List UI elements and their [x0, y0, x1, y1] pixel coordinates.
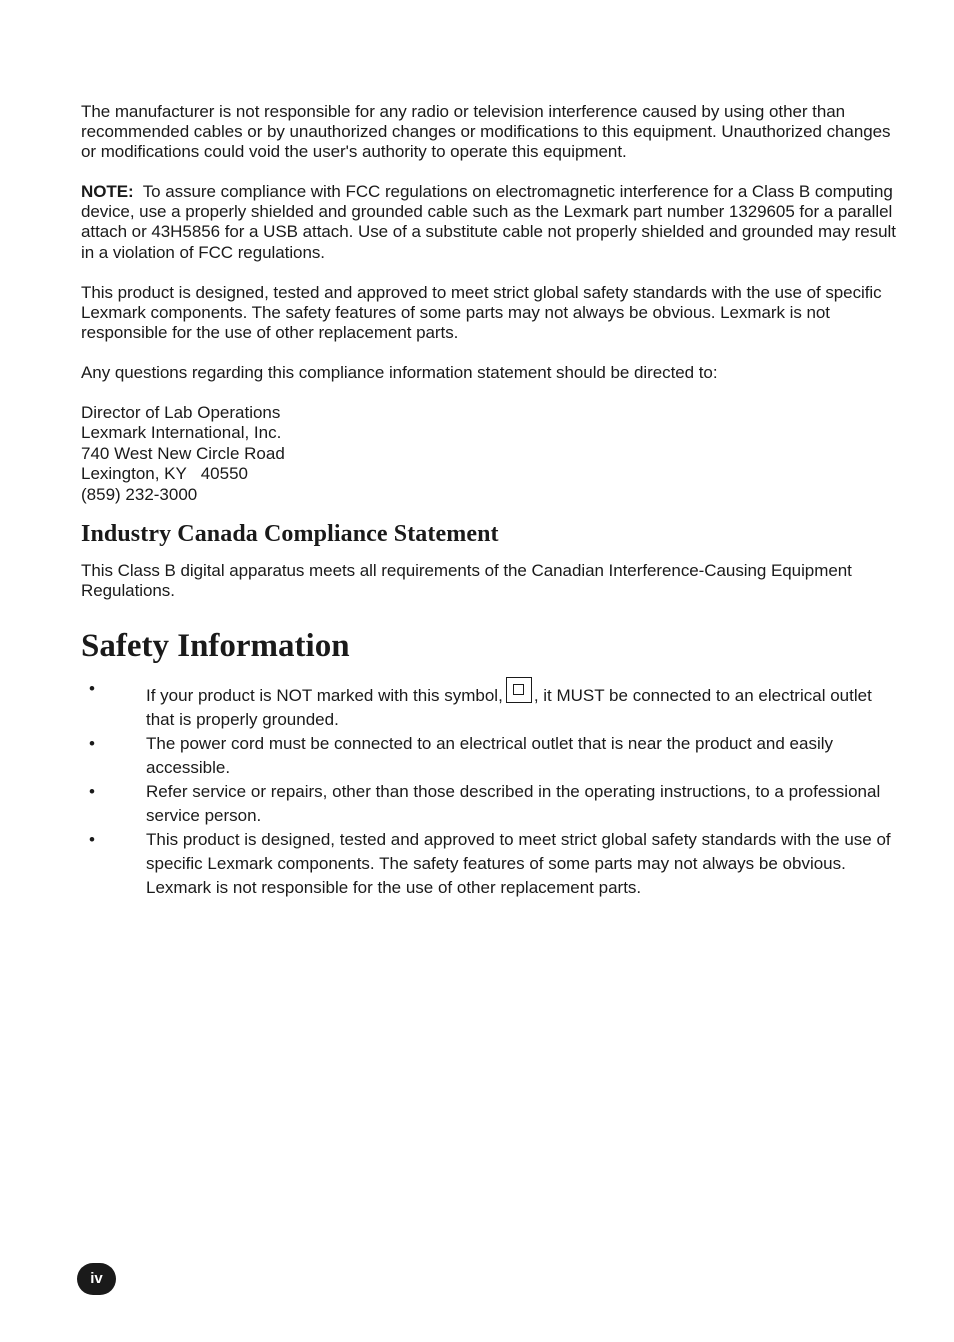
note-label: NOTE: — [81, 182, 134, 202]
double-insulation-symbol-icon — [506, 677, 532, 703]
address-line: 740 West New Circle Road — [81, 443, 285, 463]
safety-standards-paragraph: This product is designed, tested and approved to meet strict global safety standards with the use of specific Lexmark components. The safety features of some parts may not always be obvious. Lexmark is not responsible for the use of other replacement parts. — [81, 282, 882, 342]
safety-item-2: The power cord must be connected to an electrical outlet that is near the product and easily accessible. — [146, 734, 834, 778]
contact-address — [81, 403, 899, 505]
list-item — [81, 732, 899, 780]
safety-item-1-before: If your product is NOT marked with this symbol, — [146, 686, 503, 706]
address-line: Lexmark International, Inc. — [81, 423, 282, 443]
safety-list — [81, 677, 899, 900]
page-content — [81, 102, 899, 900]
list-item — [81, 780, 899, 828]
list-item — [81, 828, 899, 900]
canada-heading: Industry Canada Compliance Statement — [81, 521, 499, 548]
safety-item-1-after: , it MUST be connected to an electrical outlet that is properly grounded. — [146, 686, 872, 730]
address-line: Director of Lab Operations — [81, 403, 281, 423]
note-text: To assure compliance with FCC regulations on electromagnetic interference for a Class B computing device, use a properly shielded and grounded cable such as the Lexmark part number 1329605 for a parallel attach or 43H5856 for a USB attach. Use of a substitute cable not properly shielded and grounded may result in a violation of FCC regulations. — [81, 182, 896, 262]
bullet-marker: • — [89, 734, 95, 754]
bullet-marker: • — [89, 830, 95, 850]
safety-heading: Safety Information — [81, 628, 350, 665]
bullet-marker: • — [89, 782, 95, 802]
page-number-badge: iv — [77, 1263, 116, 1295]
bullet-marker: • — [89, 679, 95, 699]
address-line: (859) 232-3000 — [81, 484, 198, 504]
address-line: Lexington, KY 40550 — [81, 464, 248, 484]
note-paragraph — [81, 182, 899, 262]
interference-paragraph: The manufacturer is not responsible for any radio or television interference caused by using other than recommended cables or by unauthorized changes or modifications to this equipment. Unauthorized changes or modifications could void the user's authority to operate this equipment. — [81, 102, 891, 162]
safety-item-4: This product is designed, tested and approved to meet strict global safety standards with the use of specific Lexmark components. The safety features of some parts may not always be obvious. Lexmark is not responsible for the use of other replacement parts. — [146, 830, 891, 898]
list-item — [81, 677, 899, 732]
canada-paragraph: This Class B digital apparatus meets all requirements of the Canadian Interference-Causing Equipment Regulations. — [81, 561, 852, 601]
safety-item-3: Refer service or repairs, other than those described in the operating instructions, to a professional service person. — [146, 782, 881, 826]
questions-paragraph: Any questions regarding this compliance information statement should be directed to: — [81, 362, 718, 382]
